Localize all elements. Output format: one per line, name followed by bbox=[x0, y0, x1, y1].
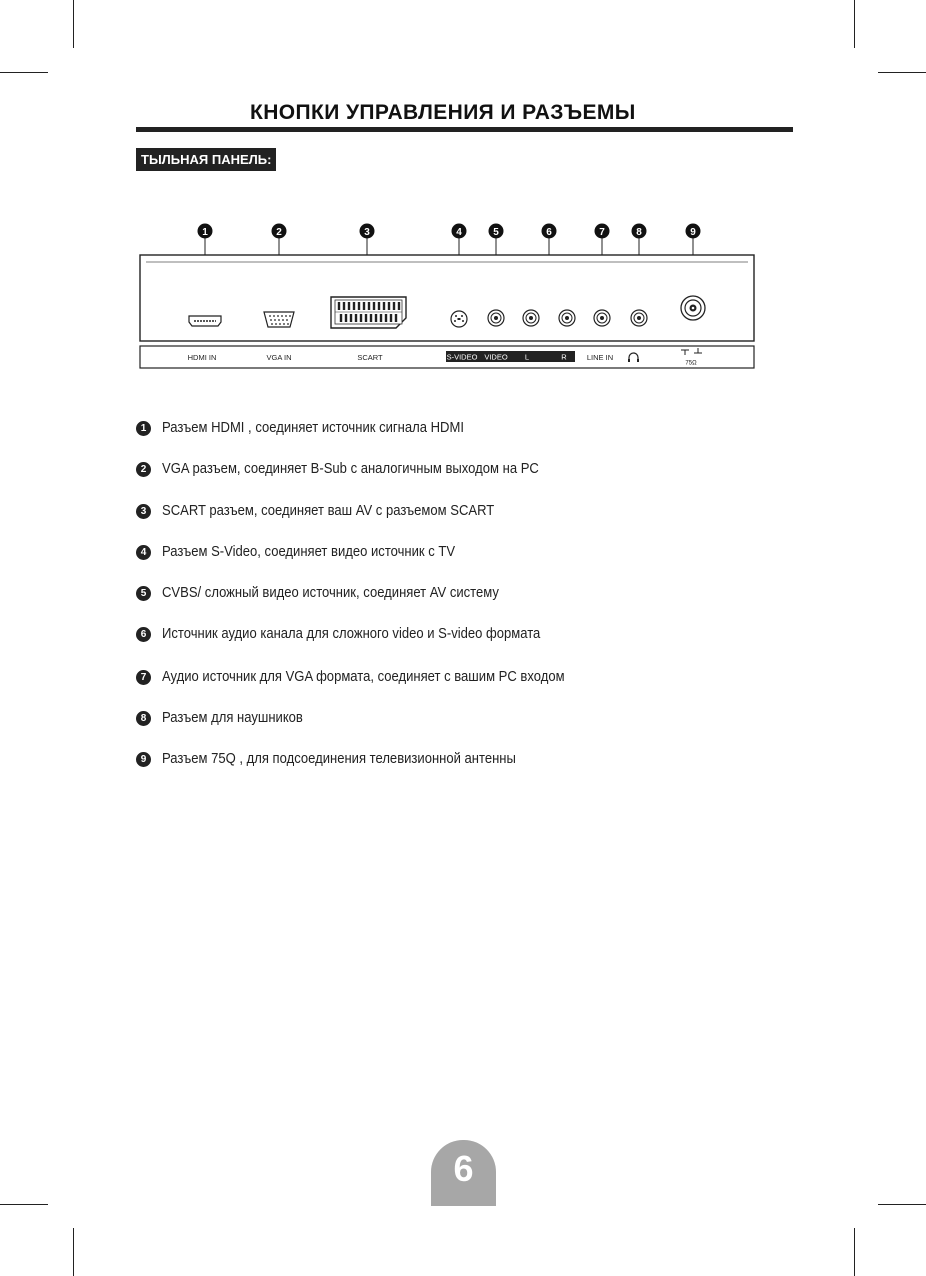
vga-in-label: VGA IN bbox=[266, 353, 292, 362]
callouts bbox=[198, 224, 701, 239]
callout-number: 6 bbox=[546, 227, 552, 238]
callout-number: 4 bbox=[456, 227, 462, 238]
item-number-badge: 5 bbox=[136, 586, 151, 601]
scart-port-icon bbox=[331, 297, 406, 328]
item-text: Разъем для наушников bbox=[162, 710, 303, 726]
item-text: CVBS/ сложный видео источник, соединяет AV систему bbox=[162, 585, 499, 601]
item-text: VGA разъем, соединяет B-Sub с аналогичным выходом на PC bbox=[162, 461, 539, 477]
audio-left-jack-icon bbox=[523, 310, 539, 326]
item-number-badge: 8 bbox=[136, 711, 151, 726]
section-label: ТЫЛЬНАЯ ПАНЕЛЬ: bbox=[136, 148, 276, 171]
item-text: Разъем 75Q , для подсоединения телевизионной антенны bbox=[162, 751, 516, 767]
item-text: Разъем HDMI , соединяет источник сигнала HDMI bbox=[162, 420, 464, 436]
item-text: Разъем S-Video, соединяет видео источник с TV bbox=[162, 544, 456, 560]
callout-number: 5 bbox=[493, 227, 499, 238]
description-item bbox=[136, 418, 498, 438]
callout-number: 8 bbox=[636, 227, 642, 238]
description-item bbox=[136, 501, 531, 521]
callout-number: 9 bbox=[690, 227, 696, 238]
page-title: КНОПКИ УПРАВЛЕНИЯ И РАЗЪЕМЫ bbox=[250, 101, 636, 124]
scart-label: SCART bbox=[357, 353, 383, 362]
item-number-badge: 3 bbox=[136, 504, 151, 519]
item-text: Аудио источник для VGA формата, соединяет с вашим PC входом bbox=[162, 669, 565, 685]
svideo-port-icon bbox=[451, 311, 467, 327]
audio-left-label: L bbox=[524, 352, 530, 362]
panel-body bbox=[140, 255, 754, 341]
item-number-badge: 6 bbox=[136, 627, 151, 642]
antenna-label: 75Ω bbox=[685, 360, 697, 367]
antenna-port-icon bbox=[681, 296, 705, 320]
crop-mark bbox=[73, 1228, 74, 1276]
audio-right-label: R bbox=[561, 352, 567, 362]
callout-number: 3 bbox=[364, 227, 370, 238]
hdmi-in-label: HDMI IN bbox=[187, 353, 217, 362]
crop-mark bbox=[0, 1204, 48, 1205]
description-item bbox=[136, 749, 555, 769]
item-number-badge: 4 bbox=[136, 545, 151, 560]
description-item bbox=[136, 708, 319, 728]
hdmi-port-icon bbox=[189, 316, 221, 326]
description-item bbox=[136, 542, 488, 562]
line-in-jack-icon bbox=[594, 310, 610, 326]
line-in-label: LINE IN bbox=[586, 353, 614, 362]
callout-number: 2 bbox=[276, 227, 282, 238]
description-item bbox=[136, 624, 582, 644]
video-label: VIDEO bbox=[484, 352, 508, 362]
item-text: Источник аудио канала для сложного video и S-video формата bbox=[162, 626, 541, 642]
crop-mark bbox=[854, 1228, 855, 1276]
audio-right-jack-icon bbox=[559, 310, 575, 326]
callout-number: 7 bbox=[599, 227, 605, 238]
video-jack-icon bbox=[488, 310, 504, 326]
rear-panel-diagram bbox=[0, 0, 926, 380]
svideo-label: S-VIDEO bbox=[446, 352, 478, 362]
item-number-badge: 1 bbox=[136, 421, 151, 436]
description-item bbox=[136, 667, 609, 687]
item-text: SCART разъем, соединяет ваш AV с разъемом SCART bbox=[162, 503, 495, 519]
crop-mark bbox=[878, 1204, 926, 1205]
page-number-tab bbox=[431, 1140, 496, 1206]
item-number-badge: 7 bbox=[136, 670, 151, 685]
callout-number: 1 bbox=[202, 227, 208, 238]
page-number: 6 bbox=[453, 1148, 474, 1189]
vga-port-icon bbox=[264, 312, 294, 327]
item-number-badge: 2 bbox=[136, 462, 151, 477]
headphone-jack-icon bbox=[631, 310, 647, 326]
item-number-badge: 9 bbox=[136, 752, 151, 767]
description-item bbox=[136, 583, 536, 603]
description-item bbox=[136, 459, 581, 479]
